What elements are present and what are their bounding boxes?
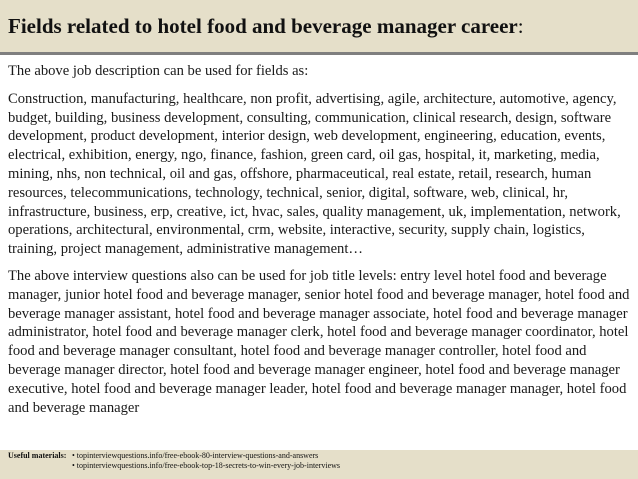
footer-link[interactable]: • topinterviewquestions.info/free-ebook-top-18-secrets-to-win-every-job-interviews: [72, 461, 341, 470]
footer-line-1: [8, 451, 638, 461]
job-levels-paragraph: The above interview questions also can be used for job title levels: entry level hotel food and beverage manager, junior hotel food and beverage manager, senior hotel food and beverage manager, hotel food and beverage manager assistant, hotel food and beverage manager associate, hotel food and beverage manager administrator, hotel food and beverage manager clerk, hotel food and beverage manager coordinator, hotel food and beverage manager consultant, hotel food and beverage manager controller, hotel food and beverage manager director, hotel food and beverage manager engineer, hotel food and beverage manager executive, hotel food and beverage manager leader, hotel food and beverage manager manager, hotel food and beverage manager: [8, 267, 630, 416]
title-colon: :: [517, 14, 524, 38]
intro-paragraph: The above job description can be used for fields as:: [8, 63, 309, 79]
title-divider: [0, 52, 638, 55]
fields-paragraph: Construction, manufacturing, healthcare, non profit, advertising, agile, architecture, automotive, agency, budget, building, business development, consulting, communication, clinical research, design, software development, product development, interior design, web development, engineering, education, events, electrical, exhibition, energy, ngo, finance, fashion, green card, oil gas, hospital, it, marketing, media, mining, nhs, non technical, oil and gas, offshore, pharmaceutical, real estate, retail, research, human resources, telecommunications, technology, technical, senior, digital, software, web, clinical, hr, infrastructure, business, erp, creative, ict, hvac, sales, quality management, uk, implementation, network, operations, architectural, environmental, crm, website, interactive, security, supply chain, logistics, training, project management, administrative management…: [8, 90, 621, 258]
footer-link[interactable]: • topinterviewquestions.info/free-ebook-80-interview-questions-and-answers: [72, 451, 319, 460]
footer-label: Useful materials:: [8, 451, 67, 460]
page-title: Fields related to hotel food and beverage manager career: [8, 14, 518, 38]
title-bar: [0, 0, 638, 52]
footer-line-2: [8, 461, 638, 471]
footer: [0, 450, 638, 479]
content-area: [8, 62, 634, 425]
